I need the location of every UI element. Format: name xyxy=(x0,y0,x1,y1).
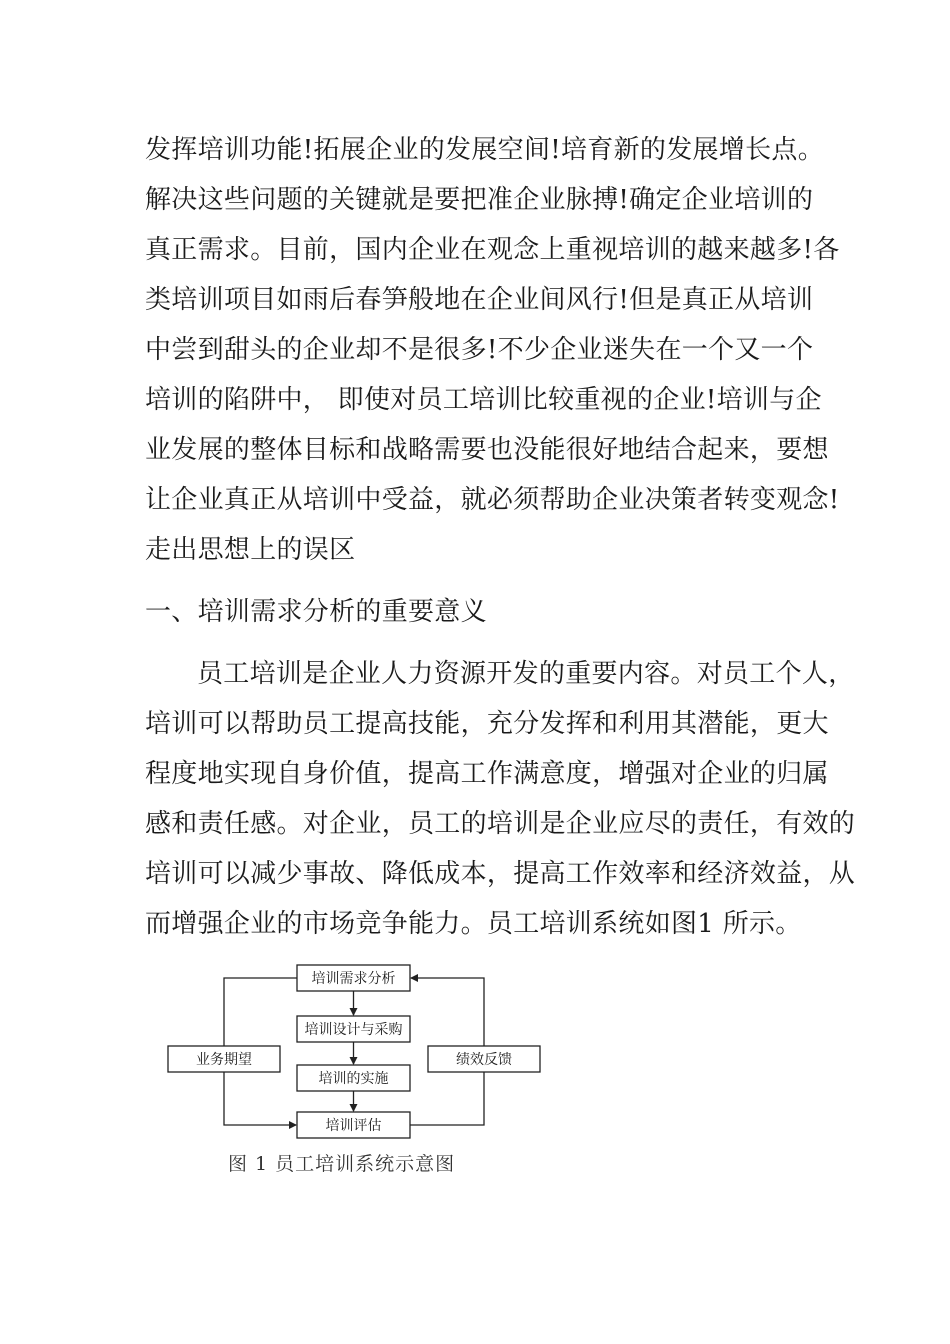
body-text-line: 发挥培训功能!拓展企业的发展空间!培育新的发展增长点。 xyxy=(145,135,824,165)
body-text-line: 感和责任感。对企业，员工的培训是企业应尽的责任，有效的 xyxy=(145,809,856,839)
body-text-line: 员工培训是企业人力资源开发的重要内容。对员工个人， xyxy=(197,659,855,689)
body-text-line: 业发展的整体目标和战略需要也没能很好地结合起来，要想 xyxy=(145,435,829,465)
business-expectation-box xyxy=(168,1046,280,1072)
body-text-line: 培训可以帮助员工提高技能，充分发挥和利用其潜能，更大 xyxy=(145,709,829,739)
training-system-diagram xyxy=(160,960,550,1145)
arrow-feedback-to-needs xyxy=(411,978,484,1046)
evaluation-label: 培训评估 xyxy=(325,1118,382,1134)
figure-caption: 图 1 员工培训系统示意图 xyxy=(228,1153,456,1175)
design-procurement-label: 培训设计与采购 xyxy=(304,1022,403,1038)
body-text-line: 培训的陷阱中， 即使对员工培训比较重视的企业!培训与企 xyxy=(145,385,822,415)
arrow-business-to-evaluation xyxy=(224,1072,296,1125)
body-text-line: 让企业真正从培训中受益，就必须帮助企业决策者转变观念! xyxy=(145,485,840,515)
body-text-line: 程度地实现自身价值，提高工作满意度，增强对企业的归属 xyxy=(145,759,829,789)
implementation-label: 培训的实施 xyxy=(318,1071,389,1087)
body-text-line: 而增强企业的市场竞争能力。员工培训系统如图1 所示。 xyxy=(145,909,802,939)
body-text-line: 培训可以减少事故、降低成本，提高工作效率和经济效益，从 xyxy=(145,859,856,889)
connector-evaluation-to-feedback xyxy=(410,1072,484,1125)
body-text-line: 走出思想上的误区 xyxy=(145,535,356,565)
evaluation-box xyxy=(297,1112,410,1138)
body-text-line: 真正需求。目前，国内企业在观念上重视培训的越来越多!各 xyxy=(145,235,840,265)
needs-analysis-box xyxy=(297,965,410,991)
needs-analysis-label: 培训需求分析 xyxy=(311,971,396,987)
implementation-box xyxy=(297,1065,410,1091)
design-procurement-box xyxy=(297,1016,410,1042)
performance-feedback-label: 绩效反馈 xyxy=(456,1052,512,1068)
business-expectation-label: 业务期望 xyxy=(196,1052,252,1068)
performance-feedback-box xyxy=(428,1046,540,1072)
body-text-line: 中尝到甜头的企业却不是很多!不少企业迷失在一个又一个 xyxy=(145,335,814,365)
section-heading: 一、培训需求分析的重要意义 xyxy=(145,597,487,627)
body-text-line: 类培训项目如雨后春笋般地在企业间风行!但是真正从培训 xyxy=(145,285,814,315)
connector-needs-to-business xyxy=(224,978,297,1046)
body-text-line: 解决这些问题的关键就是要把准企业脉搏!确定企业培训的 xyxy=(145,185,814,215)
